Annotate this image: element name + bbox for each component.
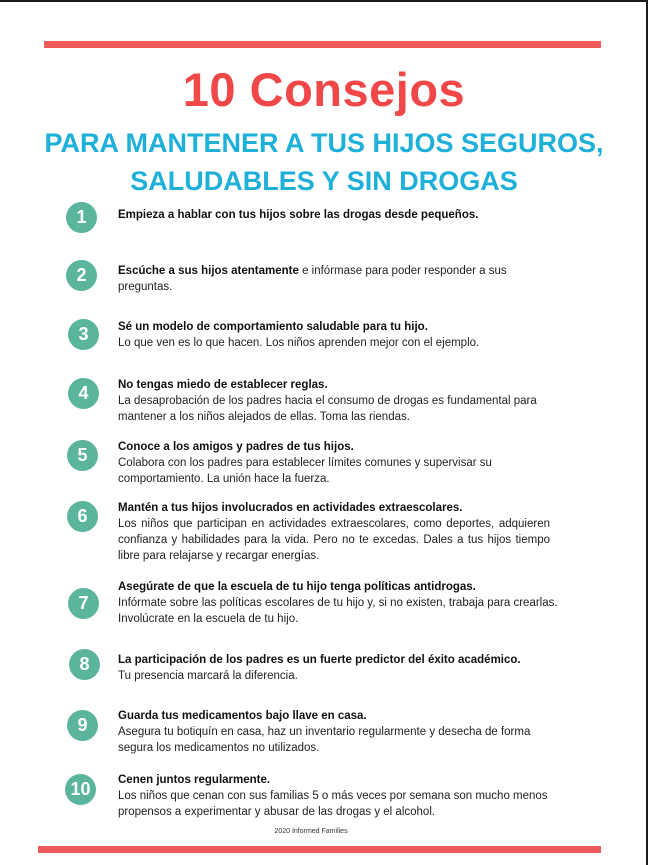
bottom-accent-bar [38, 846, 601, 853]
tip-number-badge: 7 [68, 588, 99, 619]
tip-body: e infórmase para poder responder a sus preguntas. [118, 265, 507, 293]
tip-heading: Asegúrate de que la escuela de tu hijo tenga políticas antidrogas. [118, 581, 476, 593]
tip-number-badge: 2 [66, 260, 97, 291]
tip-text [118, 207, 580, 223]
tip-number-badge: 1 [66, 202, 97, 233]
tip-text [118, 579, 593, 627]
tip-heading: Conoce a los amigos y padres de tus hijos. [118, 441, 354, 453]
subtitle-line-1: PARA MANTENER A TUS HIJOS SEGUROS, [44, 128, 604, 158]
tip-text [118, 439, 523, 487]
tip-text [118, 652, 580, 684]
tip-heading: Cenen juntos regularmente. [118, 774, 271, 786]
tip-heading: Escúche a sus hijos atentamente [118, 265, 299, 277]
tip-body: La desaprobación de los padres hacia el consumo de drogas es fundamental para mantener a los niños alejados de ellas. Toma las riendas. [118, 395, 537, 423]
top-accent-bar [44, 41, 601, 48]
tip-heading: Mantén a tus hijos involucrados en actividades extraescolares. [118, 502, 463, 514]
tip-text [118, 319, 580, 351]
tip-heading: Guarda tus medicamentos bajo llave en casa. [118, 710, 367, 722]
page-title: 10 Consejos [182, 63, 466, 116]
tip-number-badge: 3 [68, 319, 99, 350]
tip-body: Los niños que participan en actividades extraescolares, como deportes, adquieren confianza y habilidades para la vida. Pero no te excedas. Dales a tus hijos tiempo libre para relajarse y recargar energías. [118, 518, 550, 562]
subtitle-line-2: SALUDABLES Y SIN DROGAS [130, 166, 518, 196]
tip-text [118, 263, 548, 295]
tip-body: Infórmate sobre las políticas escolares de tu hijo y, si no existen, trabaja para crearlas. Involúcrate en la escuela de tu hijo. [118, 597, 558, 625]
tip-text [118, 377, 538, 425]
tip-text [118, 500, 550, 564]
tip-text [118, 772, 580, 820]
tip-body: Tu presencia marcará la diferencia. [118, 670, 298, 682]
page-subtitle [0, 124, 648, 200]
tip-body: Lo que ven es lo que hacen. Los niños aprenden mejor con el ejemplo. [118, 337, 480, 349]
tip-heading: Empieza a hablar con tus hijos sobre las drogas desde pequeños. [118, 209, 479, 221]
tip-heading: La participación de los padres es un fuerte predictor del éxito académico. [118, 654, 521, 666]
tip-number-badge: 10 [65, 774, 96, 805]
tip-number-badge: 6 [67, 501, 98, 532]
tip-number-badge: 4 [68, 378, 99, 409]
tip-number-badge: 9 [67, 710, 98, 741]
tip-text [118, 708, 568, 756]
tip-body: Asegura tu botiquín en casa, haz un inventario regularmente y desecha de forma segura los medicamentos no utilizados. [118, 726, 531, 754]
tip-heading: Sé un modelo de comportamiento saludable para tu hijo. [118, 321, 428, 333]
tip-body: Los niños que cenan con sus familias 5 o más veces por semana son mucho menos propensos a experimentar y abusar de las drogas y el alcohol. [118, 790, 548, 818]
tip-number-badge: 5 [67, 440, 98, 471]
tip-body: Colabora con los padres para establecer límites comunes y supervisar su comportamiento. La unión hace la fuerza. [118, 457, 492, 485]
tip-number-badge: 8 [69, 649, 100, 680]
footer-credit: 2020 Informed Families [274, 828, 348, 835]
page-border-top [0, 0, 648, 2]
tip-heading: No tengas miedo de establecer reglas. [118, 379, 328, 391]
